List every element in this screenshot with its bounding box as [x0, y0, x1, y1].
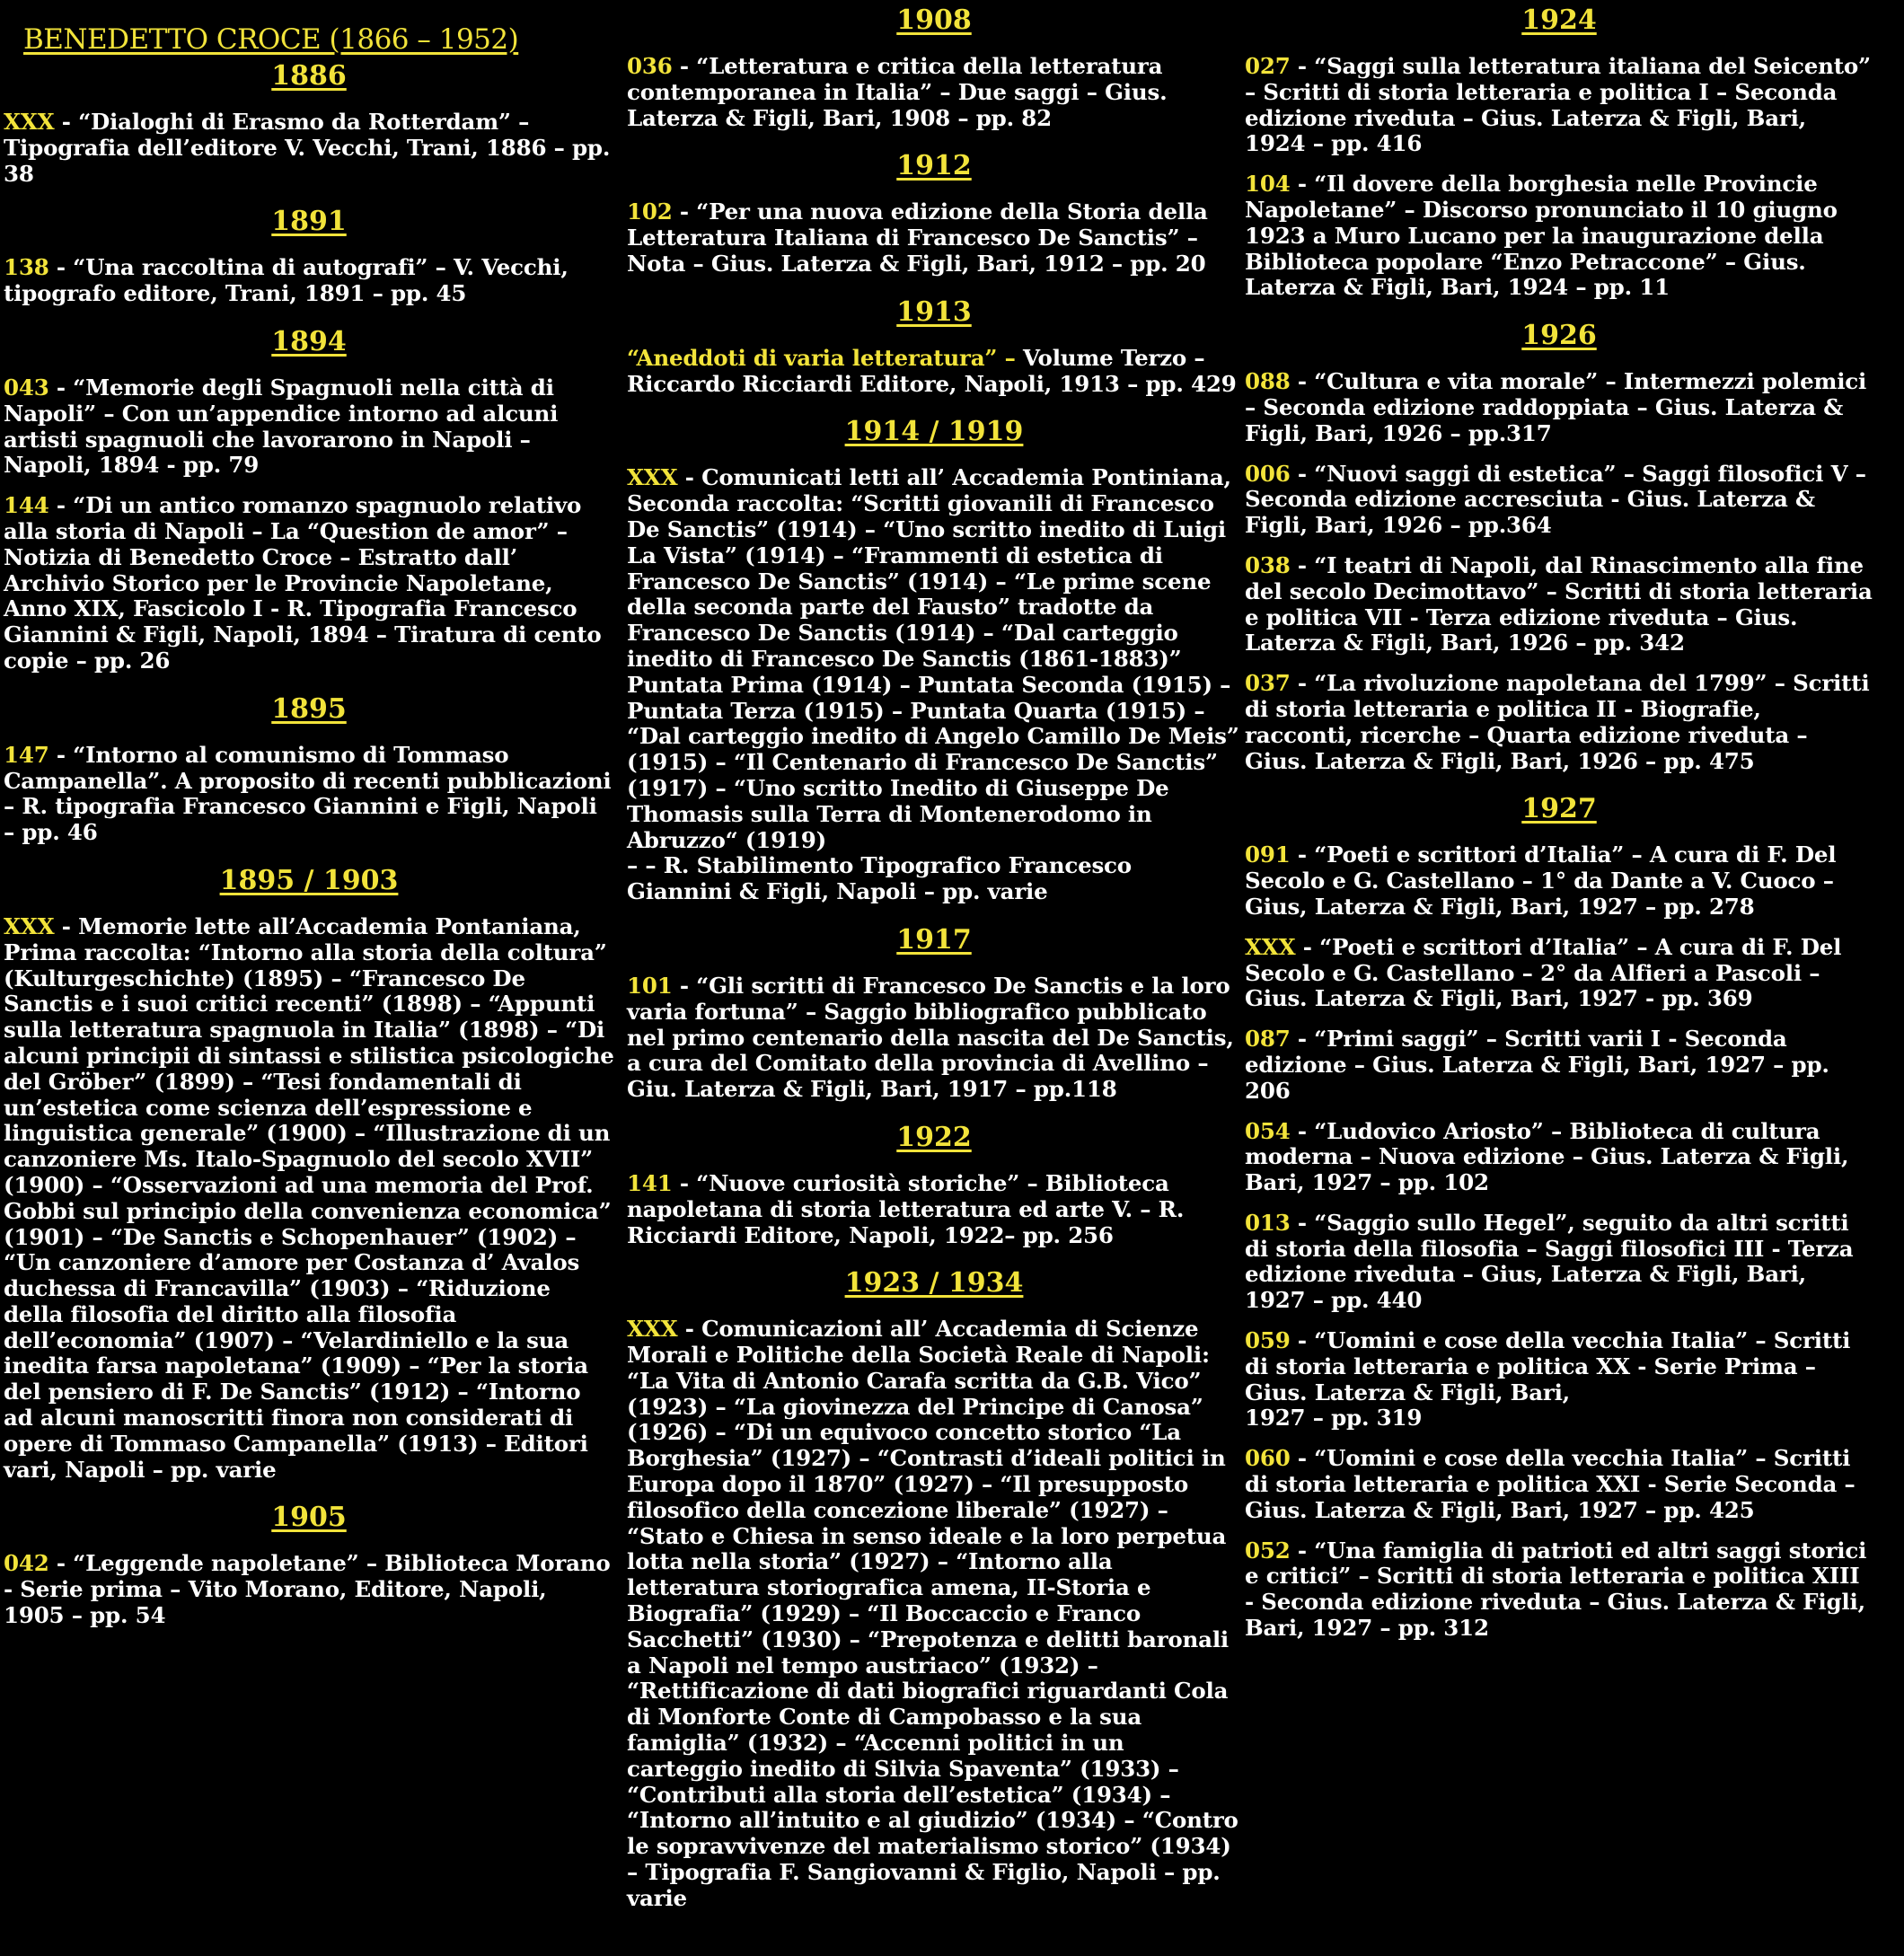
bibliography-entry [1245, 671, 1873, 774]
year-heading: 1926 [1521, 320, 1597, 352]
entry-text: - “I teatri di Napoli, dal Rinascimento alla fine del secolo Decimottavo” – Scritti di storia letteraria e politica VII - Terza edizione riveduta – Gius. Laterza & Figli, Bari, 1926 – pp. 342 [1245, 551, 1873, 656]
bibliography-entry [627, 346, 1241, 398]
bibliography-entry [4, 375, 614, 479]
bibliography-entry [4, 914, 614, 1484]
entry-text: - “Leggende napoletane” – Biblioteca Morano - Serie prima – Vito Morano, Editore, Napoli, 1905 – pp. 54 [4, 1550, 611, 1629]
entry-text: - “Nuove curiosità storiche” – Biblioteca napoletana di storia letteratura ed arte V. – R. Ricciardi Editore, Napoli, 1922– pp. 256 [627, 1169, 1185, 1248]
entry-text: - “Poeti e scrittori d’Italia” – A cura di F. Del Secolo e G. Castellano – 1° da Dante a V. Cuoco – Gius, Laterza & Figli, Bari, 1927 – pp. 278 [1245, 841, 1837, 920]
entry-text: - “Nuovi saggi di estetica” – Saggi filosofici V – Seconda edizione accresciuta - Gius. Laterza & Figli, Bari, 1926 – pp.364 [1245, 460, 1866, 539]
entry-text: - “Uomini e cose della vecchia Italia” – Scritti di storia letteraria e politica XXI - Serie Seconda – Gius. Laterza & Figli, Bari, 1927 – pp. 425 [1245, 1445, 1856, 1523]
entry-code: 144 [4, 492, 49, 519]
bibliography-entry [1245, 1119, 1873, 1196]
bibliography-entry [627, 1171, 1241, 1248]
entry-text: - Memorie lette all’Accademia Pontaniana, Prima raccolta: “Intorno alla storia della coltura” (Kulturgeschichte) (1895) – “Francesco De Sanctis e i suoi critici recenti” (1898) – “Appunti sulla letteratura spagnuola in Italia” (1898) – “Di alcuni principii di sintassi e stilistica psicologiche del Gröber” (1899) – “Tesi fondamentali di un’estetica come scienza dell’espressione e linguistica generale” (1900) – “Illustrazione di un canzoniere Ms. Italo-Spagnuolo del secolo XVII” (1900) – “Osservazioni ad una memoria del Prof. Gobbi sul principio della convenienza economica” (1901) – “De Sanctis e Schopenhauer” (1902) – “Un canzoniere d’amore per Costanza d’ Avalos duchessa di Francavilla” (1903) – “Riduzione della filosofia del diritto alla filosofia dell’economia” (1907) – “Velardiniello e la sua inedita farsa napoletana” (1909) – “Per la storia del pensiero di F. De Sanctis” (1912) – “Intorno ad alcuni manoscritti finora non considerati di opere di Tommaso Campanella” (1913) – Editori vari, Napoli – pp. varie [4, 912, 614, 1483]
page-title: BENEDETTO CROCE (1866 – 1952) [23, 23, 519, 56]
entry-code: 042 [4, 1550, 49, 1577]
entry-text: - “Di un antico romanzo spagnuolo relativo alla storia di Napoli – La “Question de amor” – Notizia di Benedetto Croce – Estratto dall’ Archivio Storico per le Provincie Napoletane, Anno XIX, Fascicolo I - R. Tipografia Francesco Giannini & Figli, Napoli, 1894 – Tiratura di cento copie – pp. 26 [4, 492, 602, 674]
entry-text: - “Letteratura e critica della letteratura contemporanea in Italia” – Due saggi – Gius. Laterza & Figli, Bari, 1908 – pp. 82 [627, 53, 1168, 131]
year-heading: 1924 [1521, 4, 1597, 36]
year-heading: 1895 / 1903 [219, 864, 399, 896]
year-heading: 1927 [1521, 793, 1597, 825]
entry-text: - “Saggio sullo Hegel”, seguito da altri scritti di storia della filosofia – Saggi filosofici III - Terza edizione riveduta – Gius, Laterza & Figli, Bari, 1927 – pp. 440 [1245, 1209, 1854, 1314]
year-heading: 1917 [896, 923, 972, 956]
bibliography-entry [627, 1317, 1241, 1911]
entry-code: 059 [1245, 1327, 1291, 1354]
bibliography-entry [1245, 1211, 1873, 1314]
entry-code: 091 [1245, 841, 1291, 868]
entry-code: XXX [1245, 933, 1296, 960]
bibliography-entry [627, 199, 1241, 277]
bibliography-entry [1245, 369, 1873, 446]
entry-code: “Aneddoti di varia letteratura” – [627, 344, 1016, 371]
bibliography-entry [4, 110, 614, 187]
bibliography-entry [1245, 1026, 1873, 1104]
bibliography-entry [1245, 54, 1873, 157]
bibliography-entry [1245, 172, 1873, 301]
entry-code: 036 [627, 53, 673, 79]
bibliography-entry [4, 1551, 614, 1628]
column-2-body [627, 0, 1241, 1912]
entry-text: - “Il dovere della borghesia nelle Provincie Napoletane” – Discorso pronunciato il 10 giugno 1923 a Muro Lucano per la inaugurazione della Biblioteca popolare “Enzo Petraccone” – Gius. Laterza & Figli, Bari, 1924 – pp. 11 [1245, 171, 1838, 301]
entry-text: - “Ludovico Ariosto” – Biblioteca di cultura moderna – Nuova edizione – Gius. Laterza & Figli, Bari, 1927 – pp. 102 [1245, 1117, 1849, 1196]
column-3 [1245, 0, 1873, 1656]
entry-code: 027 [1245, 53, 1291, 79]
entry-code: 088 [1245, 368, 1291, 395]
entry-text: - “Memorie degli Spagnuoli nella città di Napoli” – Con un’appendice intorno ad alcuni artisti spagnuoli che lavorarono in Napoli – Napoli, 1894 - pp. 79 [4, 374, 559, 479]
entry-text: - “Una raccoltina di autografi” – V. Vecchi, tipografo editore, Trani, 1891 – pp. 45 [4, 254, 569, 307]
bibliography-entry [4, 255, 614, 307]
entry-text: - Comunicazioni all’ Accademia di Scienze Morali e Politiche della Società Reale di Napoli: “La Vita di Antonio Carafa scritta da G.B. Vico” (1923) – “La giovinezza del Principe di Canosa” (1926) – “Di un equivoco concetto storico “La Borghesia” (1927) – “Contrasti d’ideali politici in Europa dopo il 1870” (1927) – “Il presupposto filosofico della concezione liberale” (1927) – “Stato e Chiesa in senso ideale e la loro perpetua lotta nella storia” (1927) – “Intorno alla letteratura storiografica amena, II-Storia e Biografia” (1929) – “Il Boccaccio e Franco Sacchetti” (1930) – “Prepotenza e delitti baronali a Napoli nel tempo austriaco” (1932) – “Rettificazione di dati biografici riguardanti Cola di Monforte Conte di Campobasso e la sua famiglia” (1932) – “Accenni politici in un carteggio inedito di Silvia Spaventa” (1933) – “Contributi alla storia dell’estetica” (1934) – “Intorno all’intuito e al giudizio” (1934) – “Contro le sopravvivenze del materialismo storico” (1934) – Tipografia F. Sangiovanni & Figlio, Napoli – pp. varie [627, 1316, 1238, 1911]
entry-text: - “Primi saggi” – Scritti varii I - Seconda edizione – Gius. Laterza & Figli, Bari, 1927 – pp. 206 [1245, 1026, 1829, 1104]
entry-code: 013 [1245, 1209, 1291, 1236]
bibliography-entry [4, 493, 614, 674]
entry-text: - “Saggi sulla letteratura italiana del Seicento” – Scritti di storia letteraria e politica I – Seconda edizione riveduta – Gius. Laterza & Figli, Bari, 1924 – pp. 416 [1245, 53, 1871, 157]
entry-text: - “Per una nuova edizione della Storia della Letteratura Italiana di Francesco De Sanctis” – Nota – Gius. Laterza & Figli, Bari, 1912 – pp. 20 [627, 198, 1208, 277]
year-heading: 1886 [271, 60, 347, 92]
entry-code: 038 [1245, 551, 1291, 578]
bibliography-entry [627, 974, 1241, 1103]
entry-text: - Comunicati letti all’ Accademia Pontiniana, Seconda raccolta: “Scritti giovanili di Francesco De Sanctis” (1914) – “Uno scritto inedito di Luigi La Vista” (1914) – “Frammenti di estetica di Francesco De Sanctis” (1914) – “Le prime scene della seconda parte del Fausto” tradotte da Francesco De Sanctis (1914) – “Dal carteggio inedito di Francesco De Sanctis (1861-1883)” Puntata Prima (1914) – Puntata Seconda (1915) – Puntata Terza (1915) – Puntata Quarta (1915) – “Dal carteggio inedito di Angelo Camillo De Meis” (1915) – “Il Centenario di Francesco De Sanctis” (1917) – “Uno scritto Inedito di Giuseppe De Thomasis sulla Terra di Montenerodomo in Abruzzo“ (1919) – – R. Stabilimento Tipografico Francesco Giannini & Figli, Napoli – pp. varie [627, 464, 1239, 905]
entry-code: 141 [627, 1169, 673, 1196]
year-heading: 1891 [271, 206, 347, 238]
bibliography-entry [4, 743, 614, 846]
entry-code: 101 [627, 972, 673, 999]
bibliography-entry [1245, 1446, 1873, 1523]
year-heading: 1922 [896, 1121, 972, 1153]
entry-text: - “Intorno al comunismo di Tommaso Campanella”. A proposito di recenti pubblicazioni – R. tipografia Francesco Giannini e Figli, Napoli – pp. 46 [4, 741, 612, 846]
entry-text: - “La rivoluzione napoletana del 1799” – Scritti di storia letteraria e politica II - Biografie, racconti, ricerche – Quarta edizione riveduta – Gius. Laterza & Figli, Bari, 1926 – pp. 475 [1245, 670, 1870, 774]
bibliography-entry [627, 465, 1241, 905]
entry-text: - “Uomini e cose della vecchia Italia” – Scritti di storia letteraria e politica XX - Serie Prima – Gius. Laterza & Figli, Bari, 1927 – pp. 319 [1245, 1327, 1851, 1432]
entry-text: - “Cultura e vita morale” – Intermezzi polemici – Seconda edizione raddoppiata – Gius. Laterza & Figli, Bari, 1926 – pp.317 [1245, 368, 1867, 446]
bibliography-entry [1245, 462, 1873, 539]
entry-code: 052 [1245, 1537, 1291, 1564]
column-1 [4, 0, 614, 1643]
year-heading: 1908 [896, 4, 972, 36]
bibliography-entry [1245, 1328, 1873, 1432]
entry-code: 087 [1245, 1026, 1291, 1053]
bibliography-entry [1245, 842, 1873, 920]
year-heading: 1912 [896, 150, 972, 182]
column-1-body [4, 56, 614, 1629]
entry-code: 104 [1245, 171, 1291, 198]
year-heading: 1895 [271, 692, 347, 725]
entry-code: 147 [4, 741, 49, 768]
bibliography-entry [1245, 553, 1873, 656]
entry-text: - “Gli scritti di Francesco De Sanctis e la loro varia fortuna” – Saggio bibliografico pubblicato nel primo centenario della nascita del De Sanctis, a cura del Comitato della provincia di Avellino – Giu. Laterza & Figli, Bari, 1917 – pp.118 [627, 972, 1234, 1103]
bibliography-entry [1245, 935, 1873, 1012]
entry-code: XXX [627, 1316, 678, 1343]
year-heading: 1894 [271, 325, 347, 357]
year-heading: 1913 [896, 295, 972, 328]
year-heading: 1914 / 1919 [844, 416, 1024, 448]
entry-text: - “Dialoghi di Erasmo da Rotterdam” – Tipografia dell’editore V. Vecchi, Trani, 1886 – pp. 38 [4, 109, 611, 187]
entry-text: - “Poeti e scrittori d’Italia” – A cura di F. Del Secolo e G. Castellano – 2° da Alfieri a Pascoli – Gius. Laterza & Figli, Bari, 1927 - pp. 369 [1245, 933, 1842, 1012]
entry-text: Volume Terzo – Riccardo Ricciardi Editore, Napoli, 1913 – pp. 429 [627, 344, 1237, 397]
year-heading: 1905 [271, 1502, 347, 1534]
entry-code: 006 [1245, 460, 1291, 487]
column-2 [627, 0, 1241, 1926]
column-3-body [1245, 0, 1873, 1642]
entry-code: XXX [627, 464, 678, 491]
entry-code: 138 [4, 254, 49, 281]
year-heading: 1923 / 1934 [844, 1267, 1024, 1300]
entry-code: 054 [1245, 1117, 1291, 1144]
entry-code: 043 [4, 374, 49, 401]
entry-code: XXX [4, 912, 55, 939]
entry-code: XXX [4, 109, 55, 135]
entry-code: 060 [1245, 1445, 1291, 1472]
entry-code: 037 [1245, 670, 1291, 697]
entry-code: 102 [627, 198, 673, 225]
entry-text: - “Una famiglia di patrioti ed altri saggi storici e critici” – Scritti di storia letteraria e politica XIII - Seconda edizione riveduta – Gius. Laterza & Figli, Bari, 1927 – pp. 312 [1245, 1537, 1867, 1642]
bibliography-entry [1245, 1538, 1873, 1642]
bibliography-entry [627, 54, 1241, 131]
